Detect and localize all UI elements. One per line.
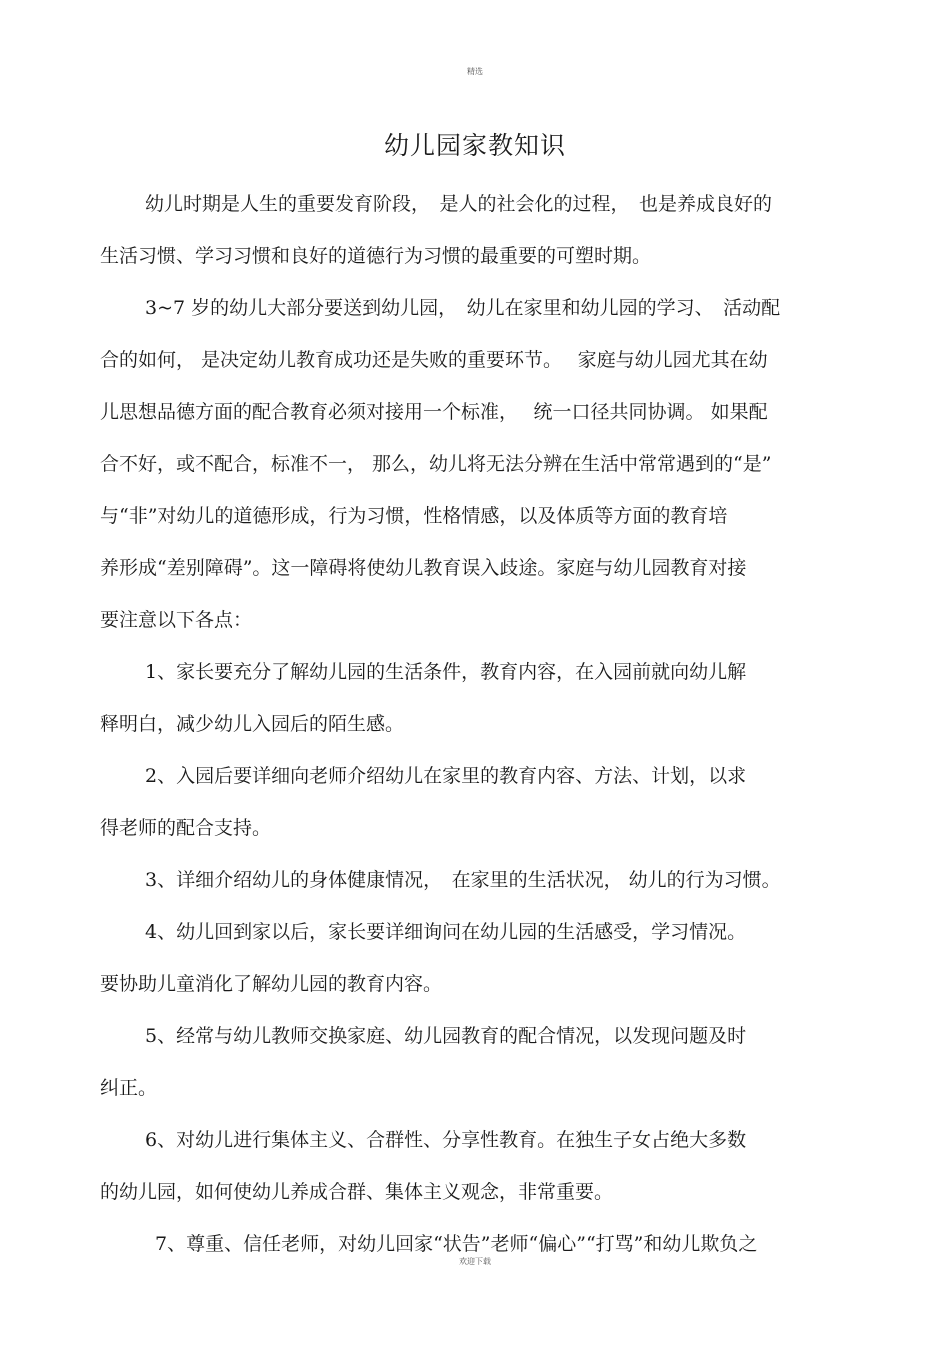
- paragraph-line: 合的如何， 是决定幼儿教育成功还是失败的重要环节。 家庭与幼儿园尤其在幼: [100, 349, 768, 371]
- list-item-line: 3、详细介绍幼儿的身体健康情况， 在家里的生活状况， 幼儿的行为习惯。: [145, 869, 781, 891]
- list-item-line: 得老师的配合支持。: [100, 817, 272, 839]
- list-item-line: 2、入园后要详细向老师介绍幼儿在家里的教育内容、方法、计划，以求: [145, 765, 747, 787]
- paragraph-line: 幼儿时期是人生的重要发育阶段， 是人的社会化的过程， 也是养成良好的: [145, 193, 773, 215]
- paragraph-line: 要注意以下各点：: [100, 609, 253, 631]
- document-title: 幼儿园家教知识: [383, 131, 566, 160]
- paragraph-line: 与“非”对幼儿的道德形成，行为习惯，性格情感，以及体质等方面的教育培: [100, 505, 728, 527]
- list-item-line: 4、幼儿回到家以后，家长要详细询问在幼儿园的生活感受，学习情况。: [145, 921, 747, 943]
- list-item-line: 纠正。: [100, 1077, 158, 1099]
- paragraph-line: 生活习惯、学习习惯和良好的道德行为习惯的最重要的可塑时期。: [100, 245, 652, 267]
- list-item-line: 7、尊重、信任老师，对幼儿回家“状告”老师“偏心”“打骂”和幼儿欺负之: [155, 1233, 758, 1255]
- list-item-line: 的幼儿园，如何使幼儿养成合群、集体主义观念，非常重要。: [100, 1181, 614, 1203]
- paragraph-line: 合不好，或不配合，标准不一， 那么，幼儿将无法分辨在生活中常常遇到的“是”: [100, 453, 772, 475]
- list-item-line: 6、对幼儿进行集体主义、合群性、分享性教育。在独生子女占绝大多数: [145, 1129, 747, 1151]
- paragraph-line: 养形成“差别障碍”。这一障碍将使幼儿教育误入歧途。家庭与幼儿园教育对接: [100, 557, 747, 579]
- header-watermark: 精选: [467, 67, 483, 76]
- list-item-line: 释明白，减少幼儿入园后的陌生感。: [100, 713, 405, 735]
- list-item-line: 要协助儿童消化了解幼儿园的教育内容。: [100, 973, 443, 995]
- paragraph-line: 儿思想品德方面的配合教育必须对接用一个标准， 统一口径共同协调。 如果配: [100, 401, 768, 423]
- list-item-line: 1、家长要充分了解幼儿园的生活条件，教育内容，在入园前就向幼儿解: [145, 661, 747, 683]
- paragraph-line: 3~7 岁的幼儿大部分要送到幼儿园， 幼儿在家里和幼儿园的学习、 活动配: [145, 297, 781, 319]
- footer-watermark: 欢迎下载: [459, 1257, 491, 1266]
- list-item-line: 5、经常与幼儿教师交换家庭、幼儿园教育的配合情况，以发现问题及时: [145, 1025, 747, 1047]
